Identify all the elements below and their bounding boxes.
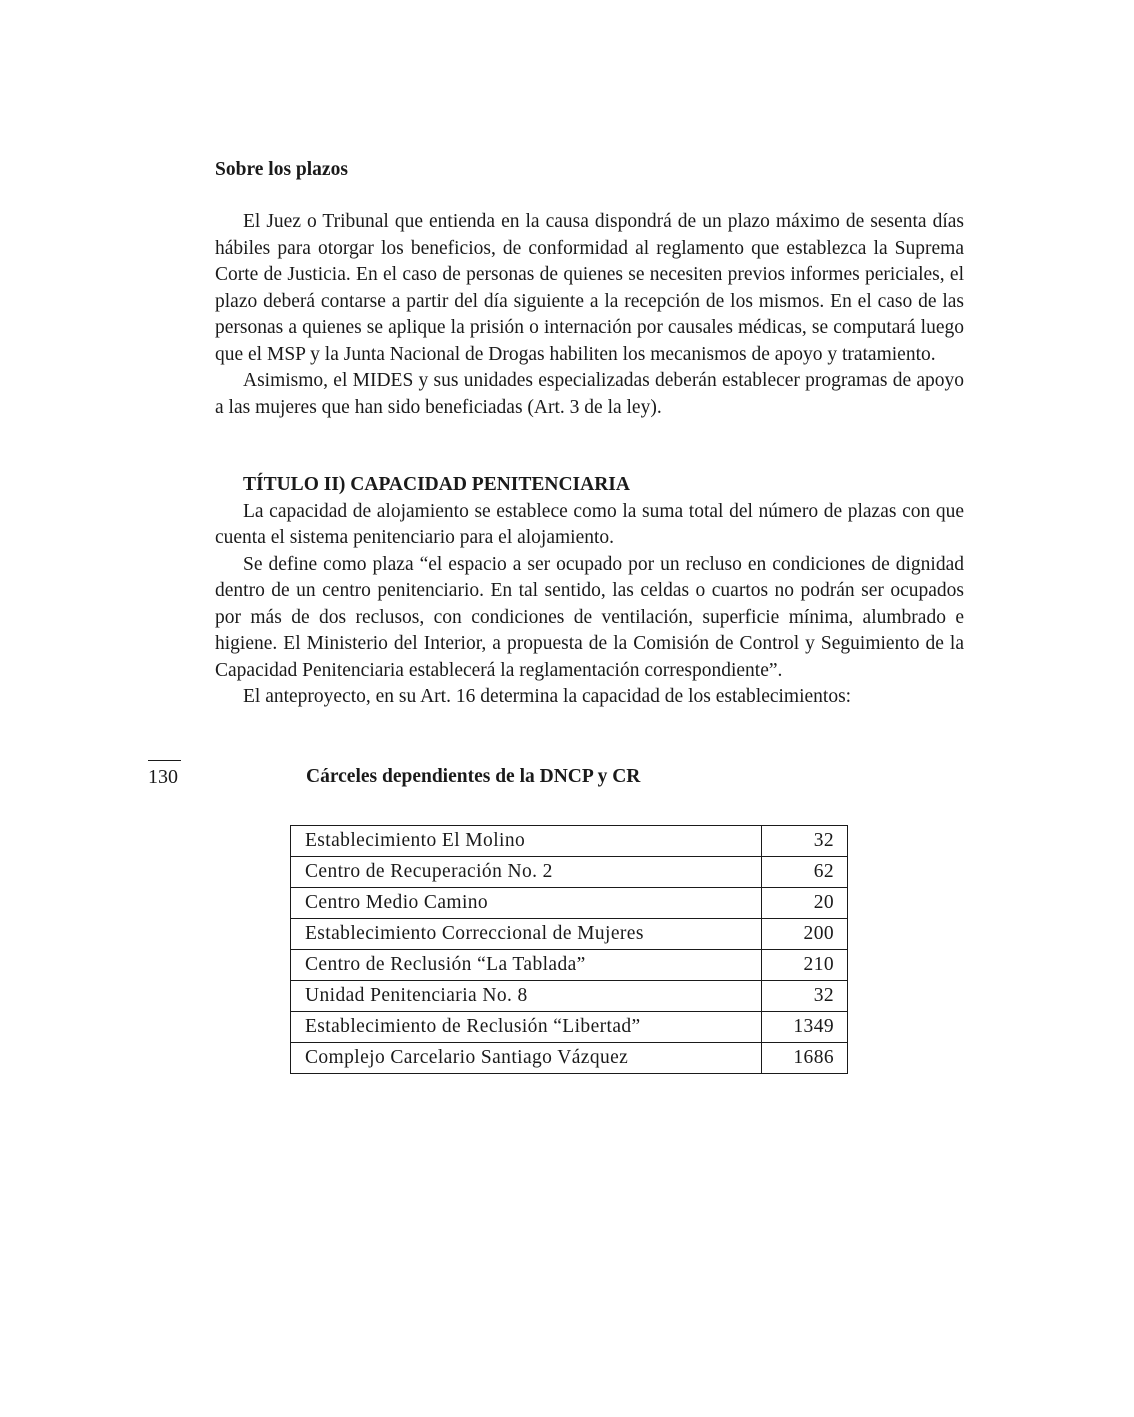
page-number: 130: [148, 766, 178, 788]
table-row: [291, 826, 848, 857]
capacity-value: 20: [762, 888, 848, 919]
table-row: [291, 857, 848, 888]
page-number-rule: [148, 760, 181, 761]
table-row: [291, 981, 848, 1012]
table-row: [291, 888, 848, 919]
establishment-name: Establecimiento de Reclusión “Libertad”: [291, 1012, 762, 1043]
paragraph-mides: Asimismo, el MIDES y sus unidades especializadas deberán establecer programas de apoyo a las mujeres que han sido beneficiadas (Art. 3 de la ley).: [215, 370, 964, 418]
capacity-table: [290, 825, 848, 1074]
table-row: [291, 1012, 848, 1043]
paragraph-definicion-plaza: Se define como plaza “el espacio a ser ocupado por un recluso en condiciones de dignidad dentro de un centro penitenciario. En tal sentido, las celdas o cuartos no podrán ser ocupados por más de dos reclusos, con condiciones de ventilación, superficie mínima, alumbrado e higiene. El Ministerio del Interior, a propuesta de la Comisión de Control y Seguimiento de la Capacidad Penitenciaria establecerá la reglamentación correspondiente”.: [215, 553, 964, 681]
table-row: [291, 919, 848, 950]
paragraph-anteproyecto: El anteproyecto, en su Art. 16 determina la capacidad de los establecimientos:: [243, 686, 852, 707]
establishment-name: Centro Medio Camino: [291, 888, 762, 919]
establishment-name: Establecimiento Correccional de Mujeres: [291, 919, 762, 950]
capacity-value: 1349: [762, 1012, 848, 1043]
body-text-block-2: [215, 472, 964, 711]
establishment-name: Centro de Recuperación No. 2: [291, 857, 762, 888]
section-heading: Sobre los plazos: [215, 159, 348, 180]
establishment-name: Unidad Penitenciaria No. 8: [291, 981, 762, 1012]
table-row: [291, 1043, 848, 1074]
capacity-value: 1686: [762, 1043, 848, 1074]
title-capacidad-penitenciaria: TÍTULO II) CAPACIDAD PENITENCIARIA: [243, 474, 630, 495]
capacity-value: 62: [762, 857, 848, 888]
establishment-name: Establecimiento El Molino: [291, 826, 762, 857]
establishment-name: Centro de Reclusión “La Tablada”: [291, 950, 762, 981]
capacity-value: 200: [762, 919, 848, 950]
capacity-value: 32: [762, 981, 848, 1012]
paragraph-capacidad-alojamiento: La capacidad de alojamiento se establece como la suma total del número de plazas con que cuenta el sistema penitenciario para el alojamiento.: [215, 500, 964, 548]
paragraph-plazos: El Juez o Tribunal que entienda en la causa dispondrá de un plazo máximo de sesenta días hábiles para otorgar los beneficios, de conformidad al reglamento que establezca la Suprema Corte de Justicia. En el caso de personas de quienes se necesiten previos informes periciales, el plazo deberá contarse a partir del día siguiente a la recepción de los mismos. En el caso de las personas a quienes se aplique la prisión o internación por causales médicas, se computará luego que el MSP y la Junta Nacional de Drogas habiliten los mecanismos de apoyo y tratamiento.: [215, 211, 964, 365]
capacity-value: 210: [762, 950, 848, 981]
body-text-block-1: [215, 209, 964, 421]
capacity-value: 32: [762, 826, 848, 857]
table-caption: Cárceles dependientes de la DNCP y CR: [306, 766, 641, 787]
table-row: [291, 950, 848, 981]
establishment-name: Complejo Carcelario Santiago Vázquez: [291, 1043, 762, 1074]
